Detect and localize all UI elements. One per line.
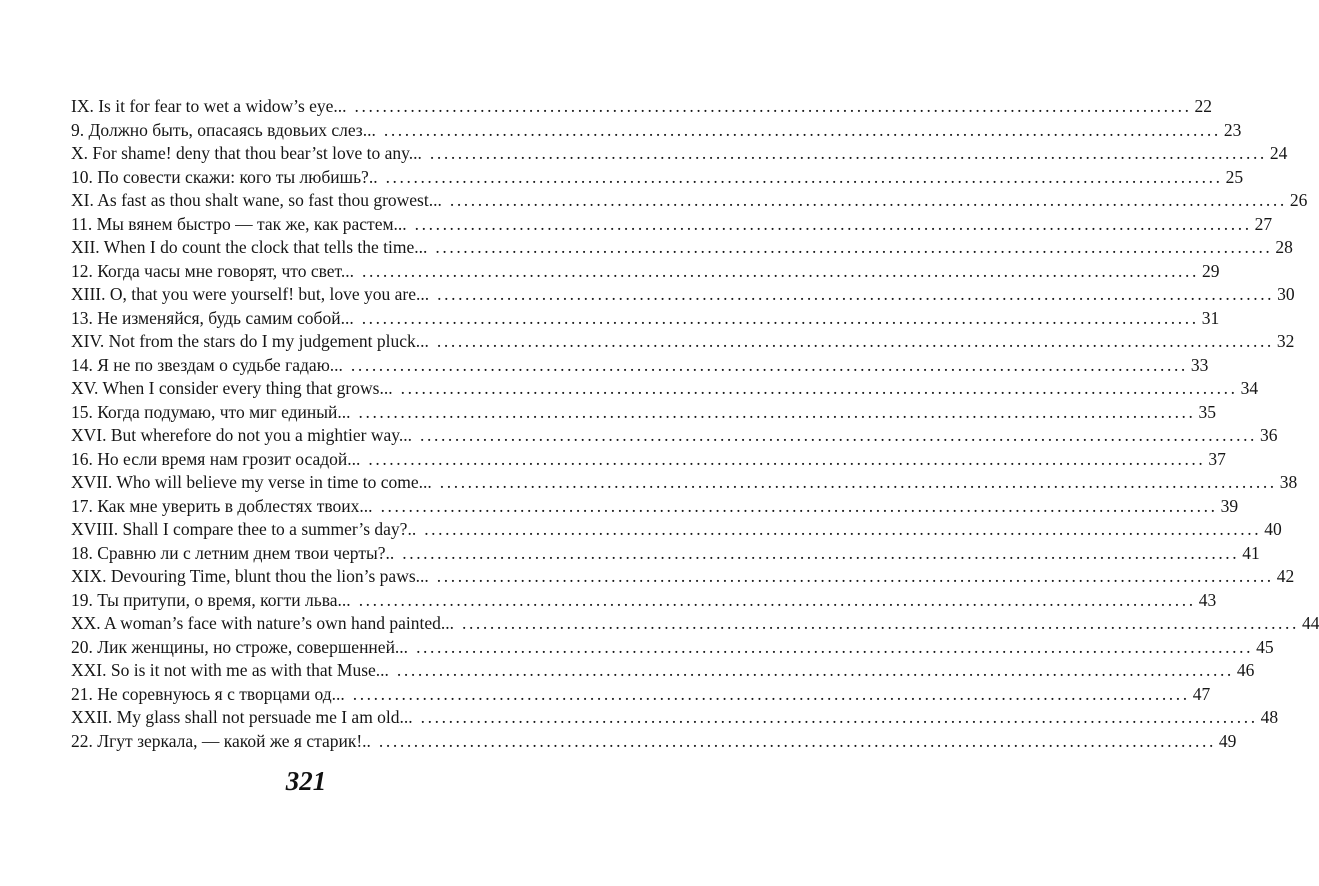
dot-leader: ........................................................................................................................	[449, 190, 1287, 210]
dot-leader: ........................................................................................................................	[385, 166, 1223, 187]
toc-entry-page: 44	[1301, 613, 1319, 633]
toc-entry-title: 21. Не соревнуюсь я с творцами од...	[71, 683, 345, 704]
toc-entry	[71, 236, 1293, 260]
toc-entry-title: XIV. Not from the stars do I my judgement pluck...	[71, 331, 429, 351]
toc-entry	[71, 166, 1244, 190]
toc-entry-title: XVI. But wherefore do not you a mightier way...	[71, 425, 413, 445]
toc-entry-page: 28	[1275, 237, 1293, 257]
toc-entry-page: 45	[1256, 636, 1274, 657]
toc-entry	[71, 424, 1278, 448]
toc-entry	[71, 683, 1211, 707]
dot-leader: ........................................................................................................................	[436, 566, 1274, 586]
toc-entry	[71, 189, 1308, 213]
toc-entry-page: 24	[1269, 143, 1288, 163]
toc-entry-page: 27	[1254, 213, 1273, 234]
toc-entry	[71, 542, 1260, 566]
toc-entry-title: 13. Не изменяйся, будь самим собой...	[71, 307, 354, 328]
dot-leader: ........................................................................................................................	[378, 730, 1216, 751]
toc-entry-page: 41	[1242, 542, 1260, 563]
dot-leader: ........................................................................................................................	[368, 448, 1206, 469]
toc-entry	[71, 565, 1295, 589]
toc-entry-page: 33	[1190, 354, 1209, 375]
toc-entry-page: 46	[1236, 660, 1255, 680]
toc-entry-title: XII. When I do count the clock that tells the time...	[71, 237, 428, 257]
dot-leader: ........................................................................................................................	[429, 143, 1267, 163]
toc-entry-title: 16. Но если время нам грозит осадой...	[71, 448, 361, 469]
toc-entry-page: 30	[1277, 284, 1295, 304]
toc-entry-title: 12. Когда часы мне говорят, что свет...	[71, 260, 354, 281]
dot-leader: ........................................................................................................................	[414, 213, 1252, 234]
toc-entry	[71, 706, 1279, 730]
toc-entry	[71, 518, 1282, 542]
toc-entry-page: 47	[1192, 683, 1211, 704]
toc-entry-title: XV. When I consider every thing that grows...	[71, 378, 393, 398]
toc-entry-title: 20. Лик женщины, но строже, совершенней...	[71, 636, 409, 657]
dot-leader: ........................................................................................................................	[416, 636, 1254, 657]
dot-leader: ........................................................................................................................	[420, 425, 1258, 445]
dot-leader: ........................................................................................................................	[350, 354, 1188, 375]
toc-entry-page: 40	[1264, 519, 1282, 539]
toc-entry	[71, 377, 1259, 401]
dot-leader: ........................................................................................................................	[352, 683, 1190, 704]
toc-entry	[71, 401, 1216, 425]
toc-entry-page: 25	[1225, 166, 1244, 187]
toc-entry-title: 11. Мы вянем быстро — так же, как растем...	[71, 213, 407, 234]
toc-entry-title: 9. Должно быть, опасаясь вдовьих слез...	[71, 119, 376, 140]
toc-entry-title: XXI. So is it not with me as with that Muse...	[71, 660, 389, 680]
toc-entry-title: 18. Сравню ли с летним днем твои черты?..	[71, 542, 395, 563]
toc-entry-title: 15. Когда подумаю, что миг единый...	[71, 401, 351, 422]
toc-entry-page: 29	[1201, 260, 1220, 281]
toc-entry-page: 35	[1198, 401, 1216, 422]
toc-entry-page: 31	[1201, 307, 1220, 328]
toc-entry-page: 23	[1223, 119, 1242, 140]
dot-leader: ........................................................................................................................	[361, 307, 1199, 328]
toc-entry	[71, 95, 1213, 119]
toc-entry-page: 22	[1194, 96, 1213, 116]
toc-entry	[71, 730, 1237, 754]
toc-entry	[71, 495, 1239, 519]
dot-leader: ........................................................................................................................	[402, 542, 1240, 563]
dot-leader: ........................................................................................................................	[400, 378, 1238, 398]
dot-leader: ........................................................................................................................	[396, 660, 1234, 680]
toc-entry	[71, 307, 1220, 331]
dot-leader: ........................................................................................................................	[435, 237, 1273, 257]
toc-entry-page: 48	[1260, 707, 1279, 727]
dot-leader: ........................................................................................................................	[439, 472, 1277, 492]
dot-leader: ........................................................................................................................	[380, 495, 1218, 516]
toc-entry-title: XXII. My glass shall not persuade me I am old...	[71, 707, 413, 727]
toc-entry-page: 38	[1279, 472, 1298, 492]
toc-entry-title: 22. Лгут зеркала, — какой же я старик!..	[71, 730, 371, 751]
dot-leader: ........................................................................................................................	[436, 331, 1274, 351]
toc-entry-title: XX. A woman’s face with nature’s own hand painted...	[71, 613, 454, 633]
toc-entry-title: 17. Как мне уверить в доблестях твоих...	[71, 495, 373, 516]
toc-entry	[71, 330, 1295, 354]
table-of-contents	[71, 95, 1319, 753]
toc-entry-title: XIII. O, that you were yourself! but, love you are...	[71, 284, 430, 304]
toc-entry	[71, 636, 1274, 660]
dot-leader: ........................................................................................................................	[354, 96, 1192, 116]
dot-leader: ........................................................................................................................	[383, 119, 1221, 140]
toc-entry	[71, 283, 1295, 307]
dot-leader: ........................................................................................................................	[437, 284, 1275, 304]
toc-entry-title: XVII. Who will believe my verse in time to come...	[71, 472, 432, 492]
toc-entry	[71, 260, 1220, 284]
dot-leader: ........................................................................................................................	[358, 589, 1196, 610]
toc-entry	[71, 589, 1217, 613]
page-number: 321	[285, 766, 327, 796]
toc-entry	[71, 448, 1226, 472]
dot-leader: ........................................................................................................................	[361, 260, 1199, 281]
toc-entry-page: 43	[1198, 589, 1217, 610]
toc-entry-title: 10. По совести скажи: кого ты любишь?..	[71, 166, 378, 187]
toc-entry-title: IX. Is it for fear to wet a widow’s eye...	[71, 96, 347, 116]
toc-entry-title: 19. Ты притупи, о время, когти льва...	[71, 589, 351, 610]
toc-entry-title: 14. Я не по звездам о судьбе гадаю...	[71, 354, 343, 375]
toc-entry-title: X. For shame! deny that thou bear’st love to any...	[71, 143, 422, 163]
dot-leader: ........................................................................................................................	[420, 707, 1258, 727]
toc-entry-title: XIX. Devouring Time, blunt thou the lion’s paws...	[71, 566, 429, 586]
toc-entry	[71, 471, 1298, 495]
toc-entry-page: 26	[1289, 190, 1308, 210]
toc-entry-page: 37	[1208, 448, 1226, 469]
toc-entry-page: 42	[1276, 566, 1295, 586]
toc-entry	[71, 213, 1273, 237]
dot-leader: ........................................................................................................................	[424, 519, 1262, 539]
dot-leader: ........................................................................................................................	[461, 613, 1299, 633]
toc-entry	[71, 119, 1242, 143]
toc-entry-title: XVIII. Shall I compare thee to a summer’s day?..	[71, 519, 417, 539]
toc-entry	[71, 612, 1319, 636]
dot-leader: ........................................................................................................................	[358, 401, 1196, 422]
toc-entry-page: 32	[1276, 331, 1295, 351]
toc-entry-page: 34	[1240, 378, 1259, 398]
toc-entry-page: 36	[1260, 425, 1278, 445]
toc-entry	[71, 659, 1255, 683]
toc-entry	[71, 142, 1288, 166]
toc-entry	[71, 354, 1209, 378]
toc-entry-page: 39	[1220, 495, 1239, 516]
toc-entry-page: 49	[1218, 730, 1237, 751]
toc-entry-title: XI. As fast as thou shalt wane, so fast thou growest...	[71, 190, 442, 210]
